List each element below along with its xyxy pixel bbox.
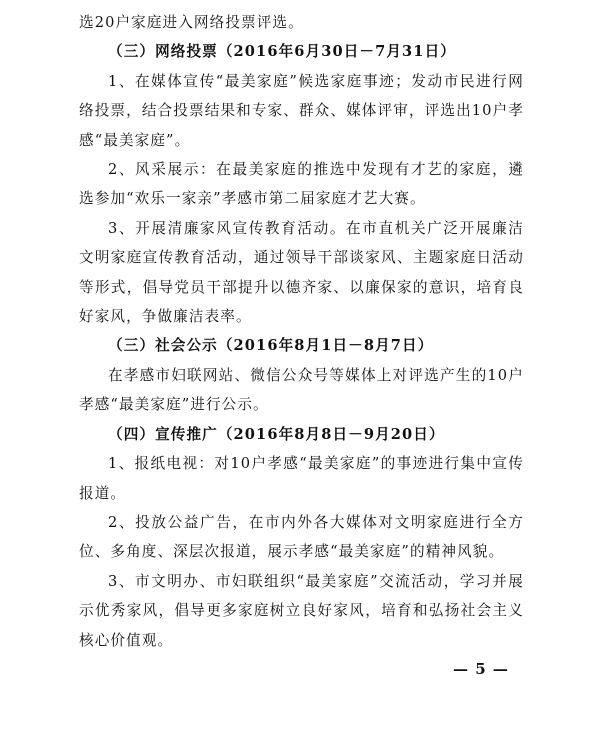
paragraph-newspaper-tv: 1、报纸电视：对10户孝感“最美家庭”的事迹进行集中宣传报道。 — [79, 455, 524, 502]
paragraph-clean-family-education: 3、开展清廉家风宣传教育活动。在市直机关广泛开展廉洁文明家庭宣传教育活动，通过领导干部谈家风、主题家庭日活动等形式，倡导党员干部提升以德齐家、以廉保家的意识，培育良好家风，争做廉洁表率。 — [79, 219, 524, 326]
section-heading-online-voting: （三）网络投票（2016年6月30日－7月31日） — [108, 43, 456, 61]
section-heading-promotion: （四）宣传推广（2016年8月8日－9月20日） — [108, 425, 445, 443]
page-number: — 5 — — [453, 660, 509, 678]
paragraph-public-ads: 2、投放公益广告，在市内外各大媒体对文明家庭进行全方位、多角度、深层次报道，展示孝感“最美家庭”的精神风貌。 — [79, 513, 524, 561]
paragraph-continuation: 选20户家庭进入网络投票评选。 — [79, 14, 304, 31]
paragraph-talent-showcase: 2、风采展示：在最美家庭的推选中发现有才艺的家庭，遴选参加“欢乐一家亲”孝感市第二届家庭才艺大赛。 — [79, 161, 524, 208]
paragraph-media-publicity: 1、在媒体宣传“最美家庭”候选家庭事迹；发动市民进行网络投票，结合投票结果和专家、群众、媒体评审，评选出10户孝感“最美家庭”。 — [79, 72, 524, 149]
paragraph-exchange-activity: 3、市文明办、市妇联组织“最美家庭”交流活动，学习并展示优秀家风，倡导更多家庭树立良好家风，培育和弘扬社会主义核心价值观。 — [79, 572, 524, 649]
document-body — [79, 8, 524, 655]
section-heading-public-notice: （三）社会公示（2016年8月1日－8月7日） — [108, 337, 434, 355]
paragraph-public-notice: 在孝感市妇联网站、微信公众号等媒体上对评选产生的10户孝感“最美家庭”进行公示。 — [79, 366, 524, 414]
